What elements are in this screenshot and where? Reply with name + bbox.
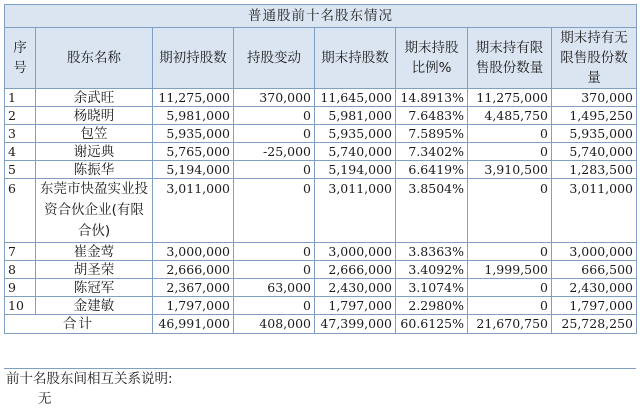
cell-seq: 4 xyxy=(5,143,36,161)
table-row xyxy=(5,297,637,315)
cell-unrestricted: 1,797,000 xyxy=(552,297,637,315)
cell-unrestricted: 3,011,000 xyxy=(552,179,637,243)
cell-seq: 5 xyxy=(5,161,36,179)
total-unrestricted: 25,728,250 xyxy=(552,315,637,334)
cell-unrestricted: 1,495,250 xyxy=(552,107,637,125)
total-change: 408,000 xyxy=(234,315,315,334)
cell-begin: 11,275,000 xyxy=(153,89,234,107)
cell-restricted: 1,999,500 xyxy=(468,261,552,279)
cell-restricted: 0 xyxy=(468,297,552,315)
total-begin: 46,991,000 xyxy=(153,315,234,334)
cell-unrestricted: 3,000,000 xyxy=(552,243,637,261)
header-change: 持股变动 xyxy=(234,28,315,89)
cell-seq: 1 xyxy=(5,89,36,107)
header-name: 股东名称 xyxy=(36,28,153,89)
cell-seq: 6 xyxy=(5,179,36,243)
cell-change: 0 xyxy=(234,297,315,315)
cell-ratio: 7.3402% xyxy=(396,143,468,161)
table-row xyxy=(5,89,637,107)
cell-ratio: 3.8363% xyxy=(396,243,468,261)
cell-change: 0 xyxy=(234,243,315,261)
cell-ratio: 6.6419% xyxy=(396,161,468,179)
cell-begin: 2,367,000 xyxy=(153,279,234,297)
cell-seq: 10 xyxy=(5,297,36,315)
header-begin: 期初持股数 xyxy=(153,28,234,89)
cell-end: 3,011,000 xyxy=(315,179,396,243)
cell-change: 0 xyxy=(234,179,315,243)
cell-name: 杨晓明 xyxy=(36,107,153,125)
total-end: 47,399,000 xyxy=(315,315,396,334)
cell-end: 5,194,000 xyxy=(315,161,396,179)
cell-begin: 2,666,000 xyxy=(153,261,234,279)
cell-restricted: 0 xyxy=(468,179,552,243)
cell-begin: 5,935,000 xyxy=(153,125,234,143)
header-ratio: 期末持股比例% xyxy=(396,28,468,89)
cell-begin: 3,000,000 xyxy=(153,243,234,261)
header-row xyxy=(5,28,637,89)
cell-end: 3,000,000 xyxy=(315,243,396,261)
table-title: 普通股前十名股东情况 xyxy=(5,5,637,28)
total-row xyxy=(5,315,637,334)
cell-unrestricted: 5,935,000 xyxy=(552,125,637,143)
cell-ratio: 3.8504% xyxy=(396,179,468,243)
table-row xyxy=(5,143,637,161)
total-restricted: 21,670,750 xyxy=(468,315,552,334)
cell-ratio: 3.1074% xyxy=(396,279,468,297)
table-row xyxy=(5,261,637,279)
header-restricted: 期末持有限售股份数量 xyxy=(468,28,552,89)
cell-end: 2,430,000 xyxy=(315,279,396,297)
cell-name: 陈冠军 xyxy=(36,279,153,297)
header-unrestricted: 期末持有无限售股份数量 xyxy=(552,28,637,89)
cell-name: 胡圣荣 xyxy=(36,261,153,279)
cell-name: 包笠 xyxy=(36,125,153,143)
cell-change: 0 xyxy=(234,125,315,143)
cell-begin: 3,011,000 xyxy=(153,179,234,243)
relationship-note xyxy=(4,368,636,409)
cell-end: 1,797,000 xyxy=(315,297,396,315)
cell-change: 0 xyxy=(234,107,315,125)
cell-change: 370,000 xyxy=(234,89,315,107)
shareholders-table-container xyxy=(4,4,636,334)
table-row xyxy=(5,179,637,243)
table-row xyxy=(5,161,637,179)
cell-ratio: 2.2980% xyxy=(396,297,468,315)
table-row xyxy=(5,125,637,143)
cell-restricted: 3,910,500 xyxy=(468,161,552,179)
cell-change: 63,000 xyxy=(234,279,315,297)
cell-begin: 5,765,000 xyxy=(153,143,234,161)
cell-restricted: 4,485,750 xyxy=(468,107,552,125)
top-ten-shareholders-table xyxy=(4,4,637,334)
cell-name: 谢远典 xyxy=(36,143,153,161)
cell-begin: 5,194,000 xyxy=(153,161,234,179)
cell-name: 崔金莺 xyxy=(36,243,153,261)
cell-restricted: 0 xyxy=(468,243,552,261)
cell-restricted: 0 xyxy=(468,125,552,143)
cell-name: 陈振华 xyxy=(36,161,153,179)
cell-name: 东莞市快盈实业投资合伙企业(有限合伙) xyxy=(36,179,153,243)
cell-seq: 3 xyxy=(5,125,36,143)
cell-ratio: 7.5895% xyxy=(396,125,468,143)
cell-seq: 8 xyxy=(5,261,36,279)
header-end: 期末持股数 xyxy=(315,28,396,89)
cell-end: 11,645,000 xyxy=(315,89,396,107)
cell-seq: 2 xyxy=(5,107,36,125)
cell-restricted: 0 xyxy=(468,279,552,297)
cell-seq: 7 xyxy=(5,243,36,261)
cell-change: 0 xyxy=(234,161,315,179)
cell-end: 5,981,000 xyxy=(315,107,396,125)
cell-restricted: 0 xyxy=(468,143,552,161)
cell-seq: 9 xyxy=(5,279,36,297)
header-seq: 序号 xyxy=(5,28,36,89)
table-row xyxy=(5,243,637,261)
total-ratio: 60.6125% xyxy=(396,315,468,334)
cell-name: 金建敏 xyxy=(36,297,153,315)
table-row xyxy=(5,279,637,297)
relationship-note-value: 无 xyxy=(38,391,52,407)
cell-begin: 1,797,000 xyxy=(153,297,234,315)
table-row xyxy=(5,107,637,125)
cell-change: 0 xyxy=(234,261,315,279)
cell-end: 2,666,000 xyxy=(315,261,396,279)
cell-ratio: 14.8913% xyxy=(396,89,468,107)
cell-unrestricted: 1,283,500 xyxy=(552,161,637,179)
cell-unrestricted: 5,740,000 xyxy=(552,143,637,161)
total-label: 合计 xyxy=(5,315,153,334)
cell-name: 余武旺 xyxy=(36,89,153,107)
cell-end: 5,740,000 xyxy=(315,143,396,161)
cell-unrestricted: 666,500 xyxy=(552,261,637,279)
cell-unrestricted: 370,000 xyxy=(552,89,637,107)
cell-change: -25,000 xyxy=(234,143,315,161)
cell-unrestricted: 2,430,000 xyxy=(552,279,637,297)
relationship-note-label: 前十名股东间相互关系说明: xyxy=(6,371,173,387)
cell-ratio: 3.4092% xyxy=(396,261,468,279)
cell-end: 5,935,000 xyxy=(315,125,396,143)
cell-restricted: 11,275,000 xyxy=(468,89,552,107)
cell-begin: 5,981,000 xyxy=(153,107,234,125)
cell-ratio: 7.6483% xyxy=(396,107,468,125)
